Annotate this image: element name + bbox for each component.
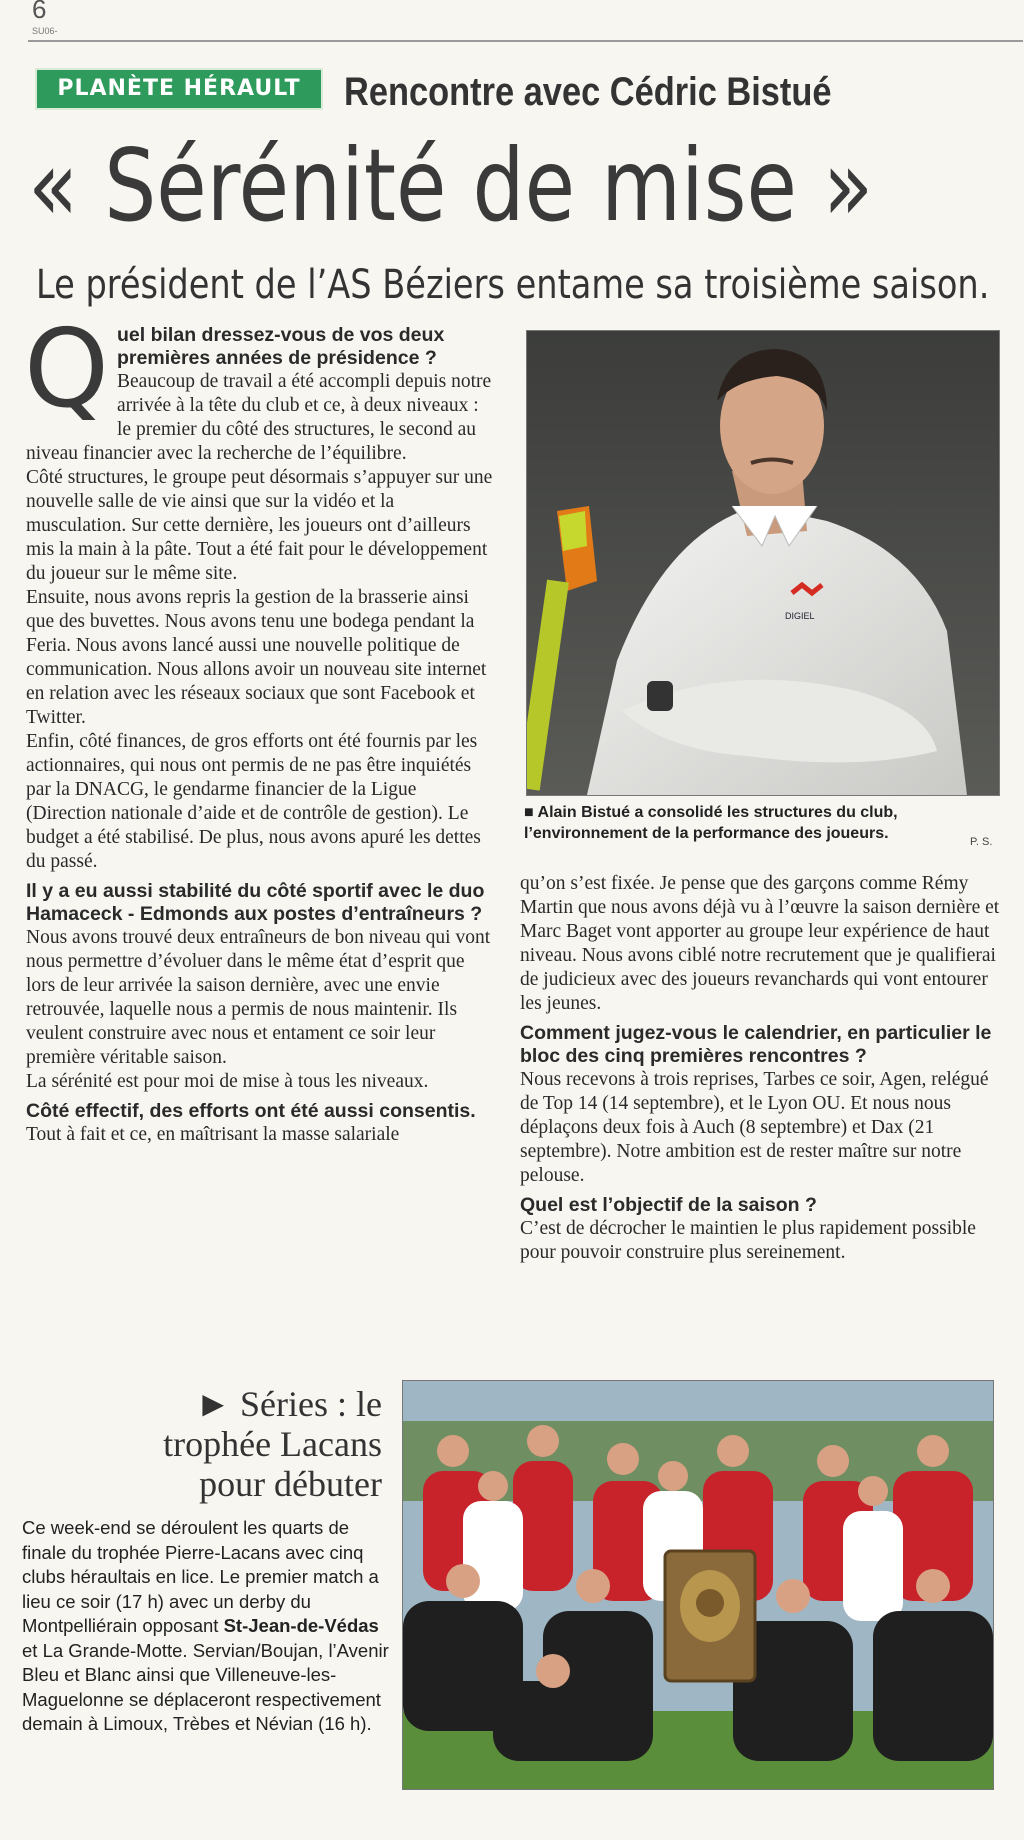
drop-cap: Q — [24, 307, 110, 432]
question-4: Comment jugez-vous le calendrier, en particulier le bloc des cinq premières rencontres ? — [520, 1022, 992, 1067]
question-2: Il y a eu aussi stabilité du côté sportif avec le duo Hamaceck - Edmonds aux postes d’entraîneurs ? — [26, 880, 485, 925]
series-title — [96, 1384, 382, 1504]
header-rule — [28, 40, 1023, 42]
answer-1-paragraph: Côté structures, le groupe peut désormais s’appuyer sur une nouvelle salle de vie ainsi que sur la vidéo et la musculation. Sur cette dernière, les joueurs ont d’ailleurs mis la main à la pâte. Tout a été fait pour le développement du joueur sur le même site. — [26, 467, 493, 584]
answer-1-paragraph: Beaucoup de travail a été accompli depuis notre arrivée à la tête du club et ce, à deux niveaux : le premier du côté des structures, le second au niveau financier avec la recherche de l’équilibre. — [26, 371, 492, 464]
answer-2-paragraph: La sérénité est pour moi de mise à tous les niveaux. — [26, 1071, 429, 1092]
answer-3-start: Tout à fait et ce, en maîtrisant la masse salariale — [26, 1124, 400, 1145]
series-arrow: ► — [195, 1384, 232, 1424]
article-headline: « Sérénité de mise » — [28, 127, 874, 244]
series-body-part-1: Ce week-end se déroulent les quarts de finale du trophée Pierre-Lacans avec cinq clubs héraultais en lice. Le premier match a lieu ce soir (17 h) avec un derby du Montpelliérain opposant — [22, 1517, 379, 1636]
question-3: Côté effectif, des efforts ont été aussi consentis. — [26, 1100, 476, 1122]
caption-text: Alain Bistué a consolidé les structures du club, l’environnement de la performance des joueurs. — [524, 804, 898, 842]
answer-3-end: qu’on s’est fixée. Je pense que des garçons comme Rémy Martin que nous avons déjà vu à l’œuvre la saison dernière et Marc Baget vont apporter au groupe leur expérience de haut niveau. Nous avons ciblé notre recrutement que je qualifierai de judicieux avec des joueurs revanchards qui vont entourer les jeunes. — [520, 873, 1000, 1014]
article-standfirst: Le président de l’AS Béziers entame sa troisième saison. — [36, 262, 990, 308]
answer-1-paragraph: Enfin, côté finances, de gros efforts ont été fournis par les actionnaires, qui nous ont permis de ne pas être inquiétés par la DNACG, le gendarme financier de la Ligue (Direction nationale d’aide et de contrôle de gestion). Le budget a été stabilisé. De plus, nous avons apuré les dettes du passé. — [26, 731, 481, 872]
series-body-bold: St-Jean-de-Védas — [223, 1615, 379, 1636]
answer-2-paragraph: Nous avons trouvé deux entraîneurs de bon niveau qui vont nous permettre d’évoluer dans le même état d’esprit que lors de leur arrivée la saison dernière, avec une envie retrouvée, laquelle nous a permis de nous maintenir. Ils veulent construire avec nous et entament ce soir leur première véritable saison. — [26, 927, 491, 1068]
team-celebration-illustration — [403, 1381, 993, 1789]
portrait-illustration — [527, 331, 999, 795]
portrait-photo — [526, 330, 1000, 796]
question-5: Quel est l’objectif de la saison ? — [520, 1194, 817, 1216]
page-number: 6 — [32, 0, 47, 24]
team-photo — [402, 1380, 994, 1790]
answer-5: C’est de décrocher le maintien le plus rapidement possible pour pouvoir construire plus sereinement. — [520, 1218, 976, 1263]
section-rubric: PLANÈTE HÉRAULT — [35, 68, 323, 110]
photo-caption — [524, 802, 944, 844]
photo-credit: P. S. — [970, 836, 993, 848]
article-kicker: Rencontre avec Cédric Bistué — [344, 70, 832, 114]
shirt-logo-text: DIGIEL — [785, 611, 815, 621]
caption-marker: ■ — [524, 804, 534, 821]
answer-4: Nous recevons à trois reprises, Tarbes ce soir, Agen, relégué de Top 14 (14 septembre), et le Lyon OU. Et nous nous déplaçons deux fois à Auch (8 septembre) et Dax (21 septembre). Notre ambition est de rester maître sur notre pelouse. — [520, 1069, 989, 1186]
interview-column-left — [24, 307, 496, 1147]
series-body-part-2: et La Grande-Motte. Servian/Boujan, l’Avenir Bleu et Blanc ainsi que Villeneuve-les-Maguelonne se déplaceront respectivement demain à Limoux, Trèbes et Névian (16 h). — [22, 1639, 389, 1734]
series-title-text: Séries : le trophée Lacans pour débuter — [163, 1384, 382, 1504]
question-1: uel bilan dressez-vous de vos deux premières années de présidence ? — [117, 324, 445, 369]
series-body — [22, 1516, 392, 1737]
answer-1-paragraph: Ensuite, nous avons repris la gestion de la brasserie ainsi que des buvettes. Nous avons tenu une bodega pendant la Feria. Nous avons lancé aussi une nouvelle politique de communication. Nous allons avoir un nouveau site internet en relation avec les réseaux sociaux que sont Facebook et Twitter. — [26, 587, 487, 728]
page-code: SU06- — [32, 26, 58, 36]
interview-column-right — [520, 872, 1000, 1265]
